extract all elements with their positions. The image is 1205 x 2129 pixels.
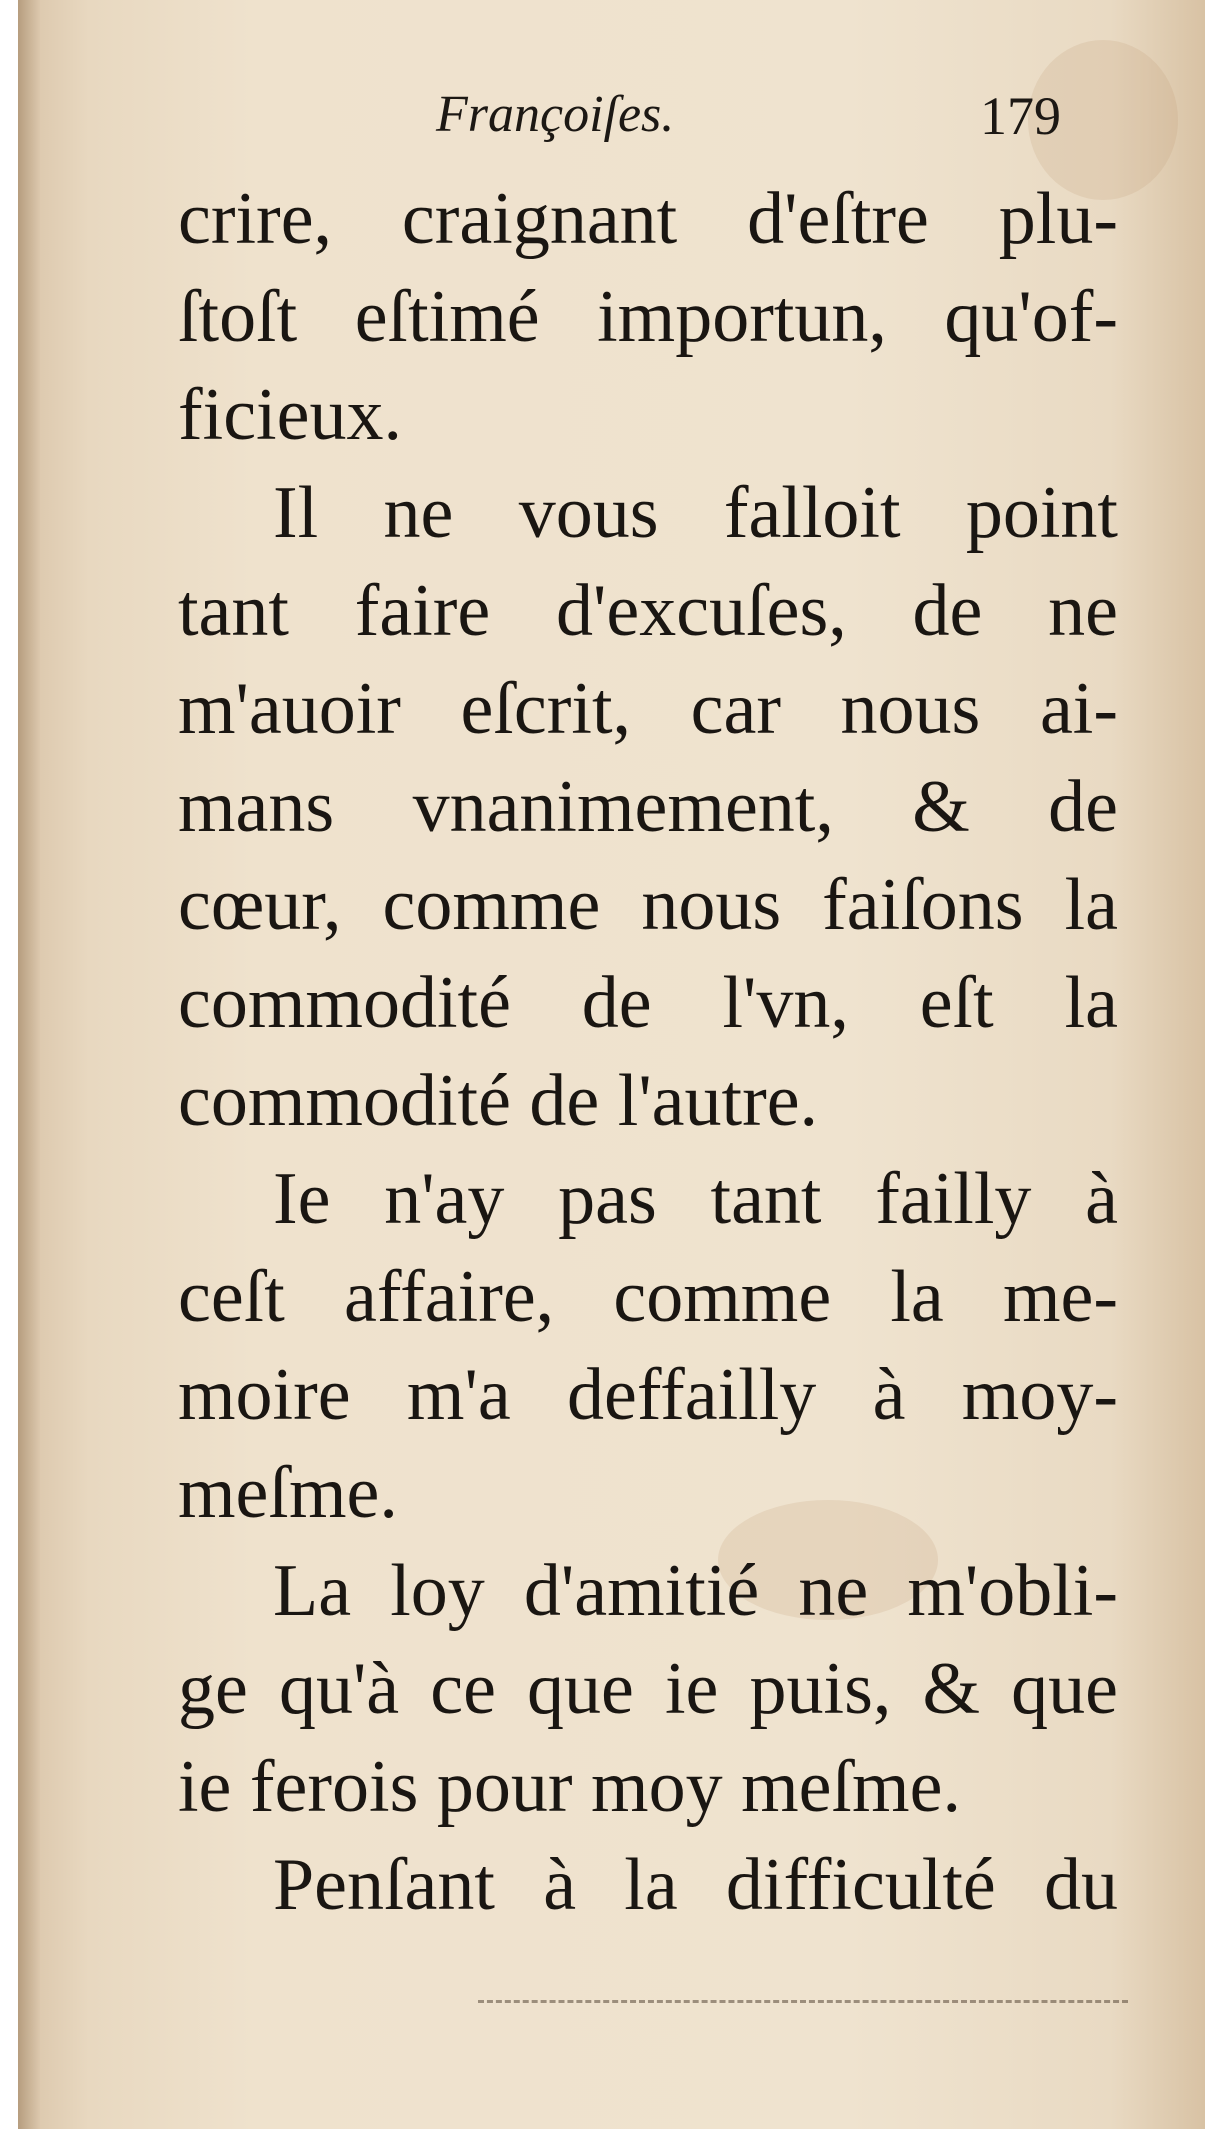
- text-line: cœur, comme nous faiſons la: [178, 864, 1118, 946]
- text-line: ceſt affaire, comme la me-: [178, 1256, 1118, 1338]
- text-line: crire, craignant d'eſtre plu-: [178, 178, 1118, 260]
- text-line: tant faire d'excuſes, de ne: [178, 570, 1118, 652]
- running-title: Françoiſes.: [436, 86, 675, 143]
- text-line: ficieux.: [178, 374, 402, 456]
- text-line: commodité de l'autre.: [178, 1060, 819, 1142]
- text-line: meſme.: [178, 1452, 398, 1534]
- text-line: moire m'a deffailly à moy-: [178, 1354, 1118, 1436]
- text-line: mans vnanimement, & de: [178, 766, 1118, 848]
- paragraph-first-line: Ie n'ay pas tant failly à: [273, 1158, 1118, 1240]
- bottom-rule: [478, 2000, 1128, 2003]
- page-header: [18, 85, 1205, 155]
- page-binding-edge: [18, 0, 40, 2129]
- text-line: commodité de l'vn, eſt la: [178, 962, 1118, 1044]
- text-line: ſtoſt eſtimé importun, qu'of-: [178, 276, 1118, 358]
- text-line: ie ferois pour moy meſme.: [178, 1746, 961, 1828]
- text-line: m'auoir eſcrit, car nous ai-: [178, 668, 1118, 750]
- text-line: ge qu'à ce que ie puis, & que: [178, 1648, 1118, 1730]
- paragraph-first-line: Il ne vous falloit point: [273, 472, 1118, 554]
- body-text: [178, 170, 1118, 1934]
- page-number: 179: [980, 86, 1061, 146]
- book-page: [18, 0, 1205, 2129]
- paragraph-first-line: Penſant à la difficulté du: [273, 1844, 1118, 1926]
- paragraph-first-line: La loy d'amitié ne m'obli-: [273, 1550, 1118, 1632]
